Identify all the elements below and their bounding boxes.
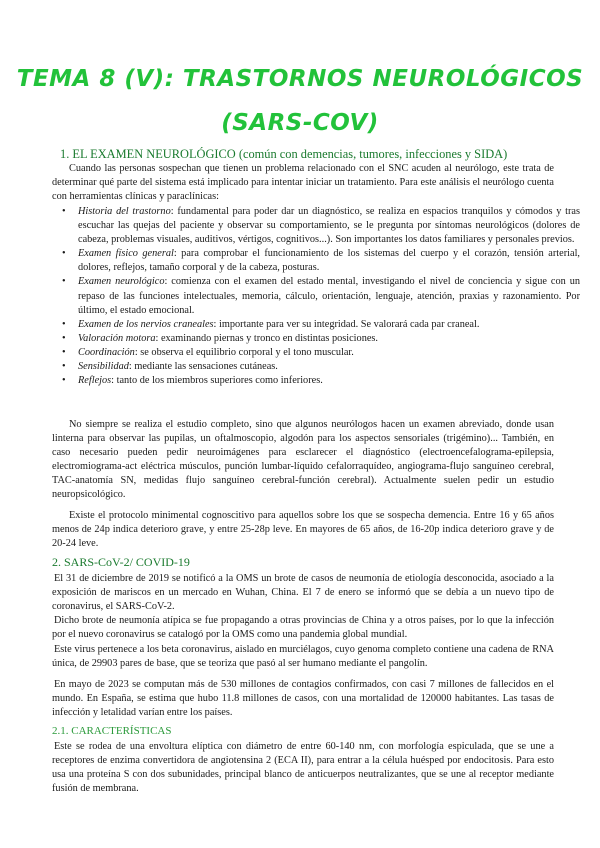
abbreviated-exam-paragraph: No siempre se realiza el estudio completo, sino que algunos neurólogos hacen un examen abreviado, donde usan linterna para observar las pupilas, un oftalmoscopio, algodón para los aspectos sensoriales (trigémino)... También, en caso necesario pueden pedir neuroimágenes para esclarecer el diagnóstico (electroencefalograma-epilepsia, electromiograma-act eléctrica músculos, punción lumbar-líquido cefalorraquídeo, angiograma-flujo sanguíneo cerebral, TAC-anatomía SN, medidas flujo sanguíneo cerebral-función cerebral). Actualmente suelen pedir un estudio neuropsicológico. <box>52 419 554 501</box>
clinical-tools-list <box>52 205 580 388</box>
list-item: • Reflejos: tanto de los miembros superiores como inferiores. <box>78 374 580 388</box>
list-item: • Examen físico general: para comprobar el funcionamiento de los sistemas del cuerpo y el corazón, tensión arterial, dolores, reflejos, tamaño corporal y de la cabeza, posturas. <box>78 247 580 275</box>
section-1-heading: 1. EL EXAMEN NEUROLÓGICO (común con demencias, tumores, infecciones y SIDA) <box>60 147 508 161</box>
covid-paragraph-2: Dicho brote de neumonía atípica se fue propagando a otras provincias de China y a otros países, por lo que la infección por el nuevo coronavirus se catalogó por la OMS como una pandemia global mundial. <box>52 615 554 641</box>
covid-paragraph-3: Este virus pertenece a los beta coronavirus, aislado en murciélagos, cuyo genoma completo contiene una cadena de RNA única, de 29903 pares de base, que se teoriza que pasó al ser humano mediante el pangolín. <box>52 644 554 670</box>
page-title-line-1: TEMA 8 (V): TRASTORNOS NEUROLÓGICOS <box>16 66 584 92</box>
list-item: • Historia del trastorno: fundamental para poder dar un diagnóstico, se realiza en espacios tranquilos y cómodos y tras escuchar las quejas del paciente y observar su comportamiento, se le pregunta por síntomas neurológicos (dolores de cabeza, problemas visuales, auditivos, vértigos, cognitivos...). Son importantes los datos familiares y personales previos. <box>78 205 580 247</box>
list-item: • Sensibilidad: mediante las sensaciones cutáneas. <box>78 360 580 374</box>
section-1-intro: Cuando las personas sospechan que tienen un problema relacionado con el SNC acuden al neurólogo, este trata de determinar qué parte del sistema está implicado para intentar iniciar un tratamiento. Para este análisis el neurólogo cuenta con herramientas clínicas y paraclínicas: <box>52 163 554 203</box>
subsection-2-1-heading: 2.1. CARACTERÍSTICAS <box>52 725 172 737</box>
list-item: • Examen neurológico: comienza con el examen del estado mental, investigando el nivel de conciencia y sigue con un repaso de las funciones intelectuales, memoria, cálculo, orientación, lenguaje, atención, praxias y razonamiento. Por último, el estado emocional. <box>78 275 580 317</box>
covid-paragraph-1: El 31 de diciembre de 2019 se notificó a la OMS un brote de casos de neumonía de etiología desconocida, asociado a la exposición de mariscos en un mercado en Wuhan, China. El 7 de enero se informó que se debía a un nuevo tipo de coronavirus, el SARS-CoV-2. <box>52 573 554 613</box>
list-item: • Coordinación: se observa el equilibrio corporal y el tono muscular. <box>78 346 580 360</box>
minimental-paragraph: Existe el protocolo minimental cognoscitivo para aquellos sobre los que se sospecha demencia. Entre 16 y 65 años menos de 24p indica deterioro grave, y entre 25-28p leve. En mayores de 65 años, de 16-20p indica deterioro grave y de 20-24 leve. <box>52 510 554 550</box>
page-title-line-2: (SARS-COV) <box>221 110 379 136</box>
list-item: • Valoración motora: examinando piernas y tronco en distintas posiciones. <box>78 332 580 346</box>
section-2-heading: 2. SARS-CoV-2/ COVID-19 <box>52 555 190 569</box>
list-item: • Examen de los nervios craneales: importante para ver su integridad. Se valorará cada par craneal. <box>78 318 580 332</box>
characteristics-paragraph: Este se rodea de una envoltura elíptica con diámetro de entre 60-140 nm, con morfología espiculada, que se une a receptores de enzima convertidora de angiotensina 2 (ECA II), para entrar a la célula huésped por endocitosis. Para esto usa una proteína S con dos subunidades, principal blanco de anticuerpos neutralizantes, que se une al receptor mediante fusión de membrana. <box>52 741 554 795</box>
covid-paragraph-4: En mayo de 2023 se computan más de 530 millones de contagios confirmados, con casi 7 millones de fallecidos en el mundo. En España, se estima que hubo 11.8 millones de casos, con una mortalidad de 120000 habitantes. Las tasas de infección y letalidad varían entre los países. <box>52 679 554 719</box>
